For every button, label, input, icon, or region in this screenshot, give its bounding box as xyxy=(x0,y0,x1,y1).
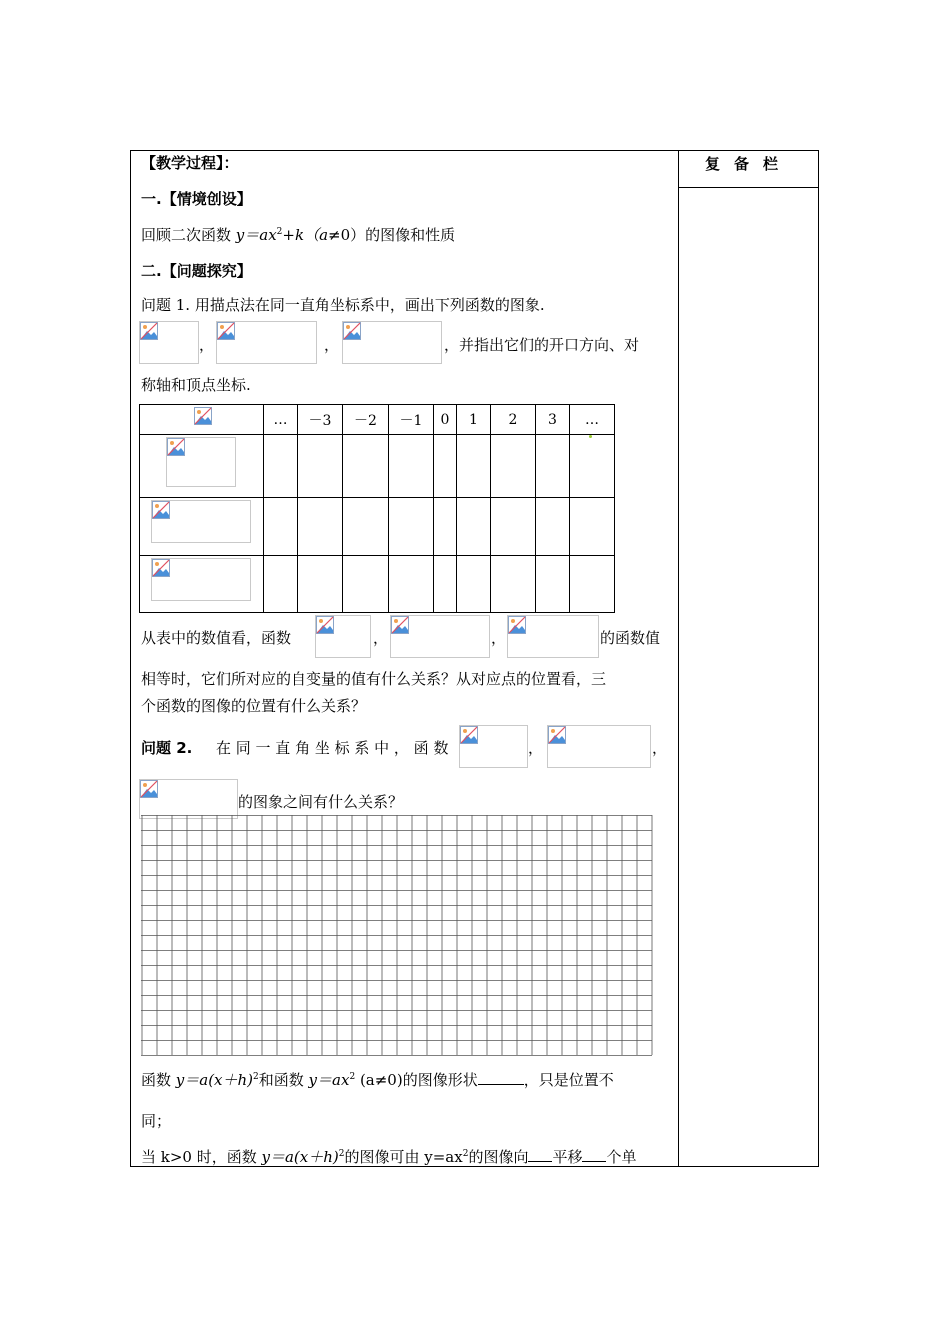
table-cell[interactable] xyxy=(298,435,343,498)
table-cell[interactable] xyxy=(570,498,615,556)
table-cell[interactable] xyxy=(343,498,389,556)
section-2-title: 二.【问题探究】 xyxy=(141,262,252,280)
column-divider xyxy=(678,150,679,1167)
table-cell[interactable] xyxy=(264,435,298,498)
formula-image-placeholder xyxy=(194,407,212,425)
table-header-cell: －3 xyxy=(298,405,343,435)
table-row xyxy=(140,498,615,556)
formula-image-placeholder xyxy=(390,615,490,658)
table-cell[interactable] xyxy=(389,498,434,556)
table-header-cell: 0 xyxy=(434,405,457,435)
table-row xyxy=(140,556,615,613)
bottom-line-1: 函数 $y=a(x+h)^2$和函数 $y=ax^2$ (a≠0)的图像形状 ，只是位置不 xyxy=(141,1071,614,1089)
bottom-line-2: 同； xyxy=(141,1112,172,1130)
question-1-tail: ，并指出它们的开口方向、对 xyxy=(444,336,640,354)
answer-blank[interactable] xyxy=(478,1070,524,1085)
table-cell[interactable] xyxy=(343,556,389,613)
question-2-line-2: 的图象之间有什么关系？ xyxy=(238,793,404,811)
separator-comma: ， xyxy=(491,629,507,647)
broken-image-icon xyxy=(152,559,170,577)
table-cell[interactable] xyxy=(491,556,536,613)
formula-image-placeholder xyxy=(342,321,442,364)
section-1-text: 回顾二次函数 $y=ax^2+k(a\ne 0)$的图像和性质 xyxy=(141,226,456,244)
value-table xyxy=(139,404,615,613)
table-cell[interactable] xyxy=(457,556,491,613)
table-cell[interactable] xyxy=(298,556,343,613)
table-cell[interactable] xyxy=(298,498,343,556)
broken-image-icon xyxy=(140,322,158,340)
question-1-tail-2: 称轴和顶点坐标. xyxy=(141,376,251,394)
side-column-title: 复备栏 xyxy=(704,155,792,173)
broken-image-icon xyxy=(152,501,170,519)
broken-image-icon xyxy=(316,616,334,634)
broken-image-icon xyxy=(140,780,158,798)
table-cell[interactable] xyxy=(434,556,457,613)
formula-image-placeholder xyxy=(166,437,236,487)
table-header-cell: －2 xyxy=(343,405,389,435)
table-cell[interactable] xyxy=(457,498,491,556)
formula-image-placeholder xyxy=(139,779,238,819)
formula-image-placeholder xyxy=(507,615,599,658)
bottom-line-3: 当 k>0 时，函数 $y=a(x+h)^2$的图像可由 $y=ax^2$的图像向 平移 个单 xyxy=(141,1148,637,1166)
section-header: 【教学过程】： xyxy=(141,154,239,172)
table-cell[interactable] xyxy=(491,498,536,556)
table-header-x-cell xyxy=(140,405,264,435)
table-cell[interactable] xyxy=(570,556,615,613)
separator-comma: ， xyxy=(652,739,668,757)
table-row-label-cell xyxy=(140,498,264,556)
separator-comma: ， xyxy=(528,739,544,757)
side-header-separator xyxy=(678,187,819,188)
table-cell[interactable] xyxy=(264,556,298,613)
broken-image-icon xyxy=(548,726,566,744)
broken-image-icon xyxy=(194,407,212,425)
table-header-cell: 2 xyxy=(491,405,536,435)
q1-after-text-b: 的函数值 xyxy=(600,629,661,647)
table-header-cell: … xyxy=(264,405,298,435)
stray-mark xyxy=(589,435,592,438)
table-cell[interactable] xyxy=(491,435,536,498)
broken-image-icon xyxy=(391,616,409,634)
question-1-intro: 问题 1. 用描点法在同一直角坐标系中，画出下列函数的图象. xyxy=(141,296,545,314)
table-row-label-cell xyxy=(140,435,264,498)
table-cell[interactable] xyxy=(457,435,491,498)
table-row xyxy=(140,435,615,498)
table-header-row xyxy=(140,405,615,435)
question-2-text: 在 同 一 直 角 坐 标 系 中 ， 函 数 xyxy=(216,739,449,757)
formula-image-placeholder xyxy=(151,500,251,543)
table-cell[interactable] xyxy=(389,435,434,498)
q1-after-text-a: 从表中的数值看，函数 xyxy=(141,629,292,647)
table-cell[interactable] xyxy=(389,556,434,613)
separator-comma: ， xyxy=(373,629,389,647)
table-cell[interactable] xyxy=(343,435,389,498)
formula-image-placeholder xyxy=(315,615,371,658)
table-cell[interactable] xyxy=(570,435,615,498)
formula-image-placeholder xyxy=(216,321,317,364)
broken-image-icon xyxy=(508,616,526,634)
broken-image-icon xyxy=(343,322,361,340)
formula-image-placeholder xyxy=(547,725,651,768)
formula-image-placeholder xyxy=(151,558,251,601)
grid-paper[interactable] xyxy=(141,815,653,1057)
table-header-cell: －1 xyxy=(389,405,434,435)
table-cell[interactable] xyxy=(434,435,457,498)
section-1-title: 一.【情境创设】 xyxy=(141,190,252,208)
broken-image-icon xyxy=(217,322,235,340)
separator-comma: ， xyxy=(324,336,340,354)
table-cell[interactable] xyxy=(264,498,298,556)
q1-after-line-3: 个函数的图像的位置有什么关系？ xyxy=(141,697,367,715)
table-cell[interactable] xyxy=(536,556,570,613)
broken-image-icon xyxy=(167,438,185,456)
table-cell[interactable] xyxy=(536,435,570,498)
table-header-cell: 3 xyxy=(536,405,570,435)
answer-blank[interactable] xyxy=(528,1147,552,1162)
table-header-cell: 1 xyxy=(457,405,491,435)
formula-image-placeholder xyxy=(139,321,199,364)
answer-blank[interactable] xyxy=(582,1147,606,1162)
table-cell[interactable] xyxy=(536,498,570,556)
q1-after-line-2: 相等时，它们所对应的自变量的值有什么关系？从对应点的位置看，三 xyxy=(141,670,607,688)
separator-comma: ， xyxy=(199,336,215,354)
table-cell[interactable] xyxy=(434,498,457,556)
table-header-cell: … xyxy=(570,405,615,435)
question-2-label: 问题 2. xyxy=(141,739,193,757)
broken-image-icon xyxy=(460,726,478,744)
formula-image-placeholder xyxy=(459,725,528,768)
table-row-label-cell xyxy=(140,556,264,613)
